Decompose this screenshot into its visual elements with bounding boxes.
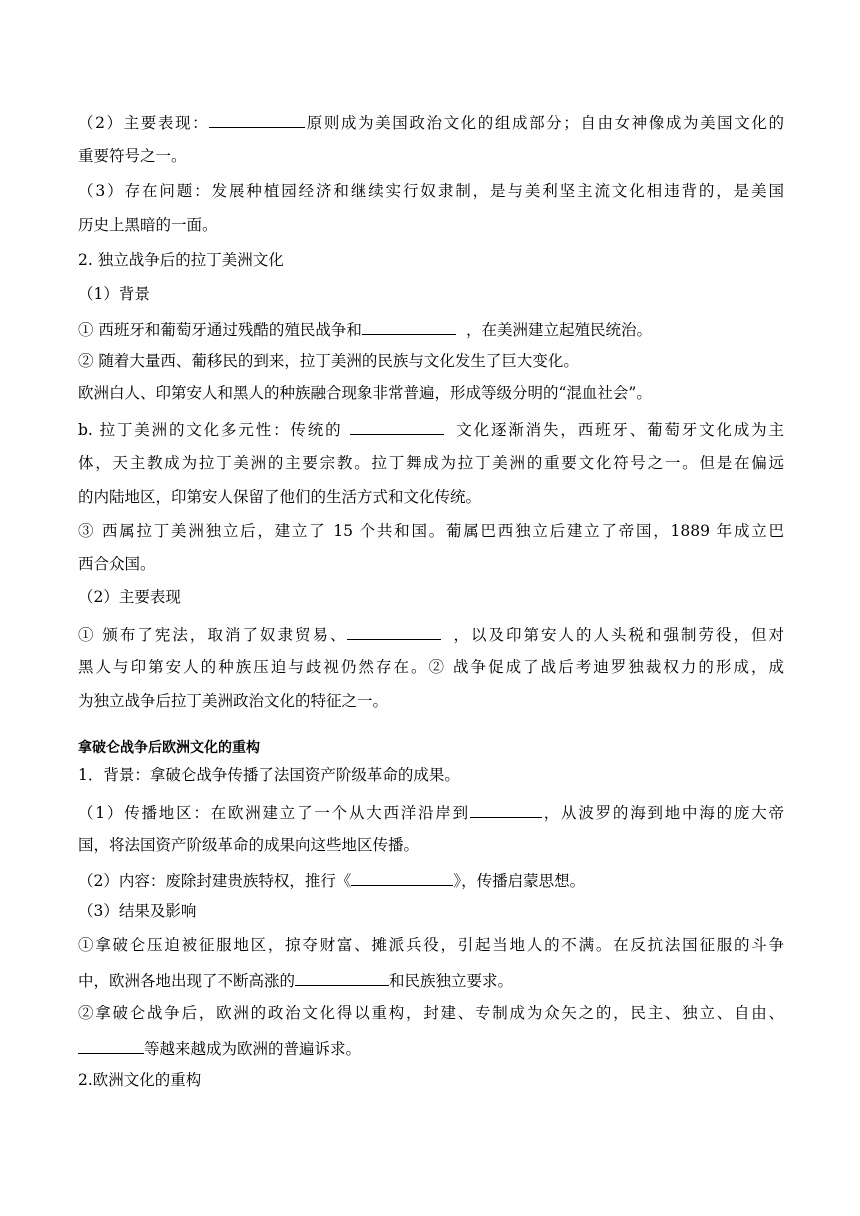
text-line bbox=[78, 1036, 784, 1060]
text-line: 西合众国。 bbox=[78, 555, 156, 573]
fill-blank[interactable] bbox=[209, 110, 305, 128]
text-line: 重要符号之一。 bbox=[78, 147, 187, 165]
text-line: ①拿破仑压迫被征服地区，掠夺财富、摊派兵役，引起当地人的不满。在反抗法国征服的斗争 bbox=[78, 936, 784, 954]
text-span: （2）内容：废除封建贵族特权，推行《 bbox=[78, 872, 352, 890]
section-title: 拿破仑战争后欧洲文化的重构 bbox=[78, 740, 260, 756]
text-line: （3）结果及影响 bbox=[78, 902, 197, 920]
text-line: 体，天主教成为拉丁美洲的主要宗教。拉丁舞成为拉丁美洲的重要文化符号之一。但是在偏远 bbox=[78, 454, 784, 472]
text-span: （2）主要表现： bbox=[78, 114, 210, 132]
text-span: ，以及印第安人的人头税和强制劳役，但对 bbox=[451, 626, 784, 644]
text-span: 和民族独立要求。 bbox=[389, 972, 514, 990]
text-span: 》，传播启蒙思想。 bbox=[453, 872, 586, 890]
text-span: ，在美洲建立起殖民统治。 bbox=[465, 321, 652, 339]
text-span: 等越来越成为欧洲的普遍诉求。 bbox=[144, 1040, 362, 1058]
text-span: 中，欧洲各地出现了不断高涨的 bbox=[78, 972, 296, 990]
text-line: 欧洲白人、印第安人和黑人的种族融合现象非常普遍，形成等级分明的“混血社会”。 bbox=[78, 384, 652, 402]
text-line: ② 随着大量西、葡移民的到来，拉丁美洲的民族与文化发生了巨大变化。 bbox=[78, 352, 579, 370]
text-span: ① 颁布了宪法，取消了奴隶贸易、 bbox=[78, 626, 348, 644]
text-line: 历史上黑暗的一面。 bbox=[78, 216, 218, 234]
text-span: （1）传播地区：在欧洲建立了一个从大西洋沿岸到 bbox=[78, 804, 470, 822]
text-span: 文化逐渐消失，西班牙、葡萄牙文化成为主 bbox=[454, 421, 784, 439]
text-line: ③ 西属拉丁美洲独立后，建立了 15 个共和国。葡属巴西独立后建立了帝国，1889 年成立巴 bbox=[78, 522, 784, 540]
text-line bbox=[78, 968, 784, 992]
text-line bbox=[78, 800, 784, 824]
text-line bbox=[78, 110, 784, 134]
fill-blank[interactable] bbox=[470, 800, 542, 818]
text-line bbox=[78, 622, 784, 646]
text-line: 为独立战争后拉丁美洲政治文化的特征之一。 bbox=[78, 692, 389, 710]
text-span: ① 西班牙和葡萄牙通过残酷的殖民战争和 bbox=[78, 321, 362, 339]
section-heading: 2.欧洲文化的重构 bbox=[78, 1071, 202, 1089]
text-line: 黑人与印第安人的种族压迫与歧视仍然存在。② 战争促成了战后考迪罗独裁权力的形成，成 bbox=[78, 658, 784, 676]
text-span: b. 拉丁美洲的文化多元性：传统的 bbox=[78, 421, 343, 439]
text-line: 1．背景：拿破仑战争传播了法国资产阶级革命的成果。 bbox=[78, 766, 460, 784]
text-line bbox=[78, 417, 784, 441]
text-line: （2）主要表现 bbox=[78, 588, 181, 606]
fill-blank[interactable] bbox=[350, 417, 444, 435]
text-line: （1）背景 bbox=[78, 285, 150, 303]
text-line bbox=[78, 317, 784, 341]
fill-blank[interactable] bbox=[295, 968, 389, 986]
fill-blank[interactable] bbox=[347, 622, 441, 640]
text-line: ②拿破仑战争后，欧洲的政治文化得以重构，封建、专制成为众矢之的，民主、独立、自由、 bbox=[78, 1004, 784, 1022]
text-span: ，从波罗的海到地中海的庞大帝 bbox=[541, 804, 784, 822]
section-heading: 2. 独立战争后的拉丁美洲文化 bbox=[78, 251, 284, 269]
fill-blank[interactable] bbox=[362, 317, 456, 335]
text-line: 的内陆地区，印第安人保留了他们的生活方式和文化传统。 bbox=[78, 488, 482, 506]
text-span: 原则成为美国政治文化的组成部分；自由女神像成为美国文化的 bbox=[305, 114, 784, 132]
fill-blank[interactable] bbox=[351, 868, 453, 886]
text-line: 国，将法国资产阶级革命的成果向这些地区传播。 bbox=[78, 836, 420, 854]
fill-blank[interactable] bbox=[78, 1036, 144, 1054]
text-line bbox=[78, 868, 784, 892]
text-line: （3）存在问题：发展种植园经济和继续实行奴隶制，是与美利坚主流文化相违背的，是美国 bbox=[78, 182, 784, 200]
